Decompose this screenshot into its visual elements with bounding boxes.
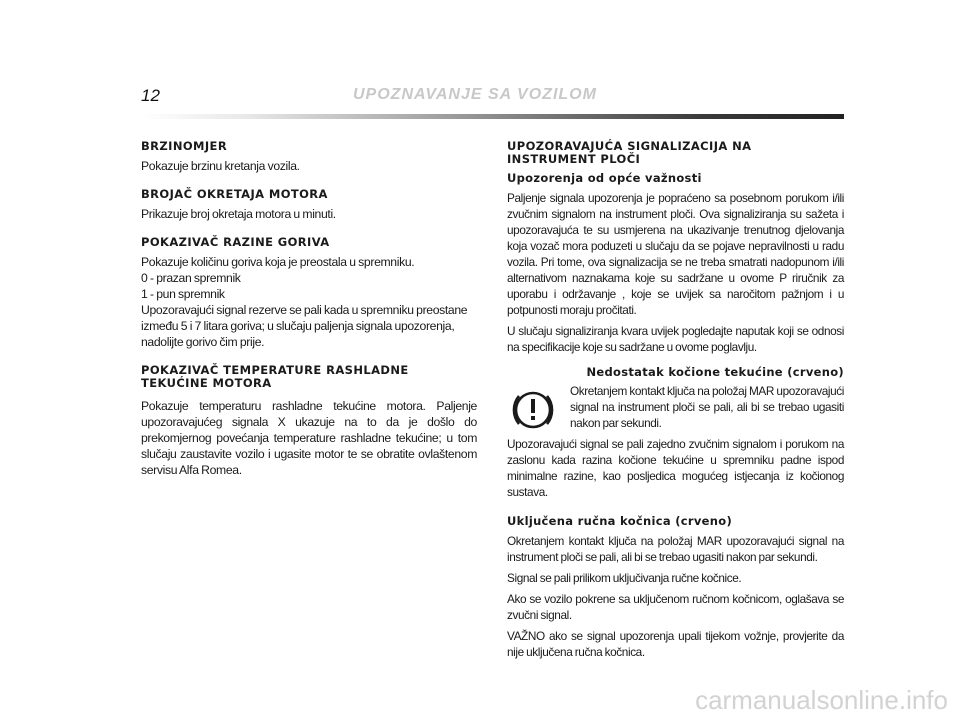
section-text: Upozoravajući signal rezerve se pali kada u spremniku preostane između 5 i 7 litara goriva; u slučaju paljenja signala upozorenja, nadolijte gorivo čim prije. [141,303,468,349]
warning-title: Nedostatak kočione tekućine (crveno) [586,365,844,379]
warning-text: Okretanjem kontakt ključa na položaj MAR upozoravajući signal na instrument ploči se pali, ali bi se trebao ugasiti nakon par sekundi. [570,384,844,430]
section-title: TEKUĆINE MOTORA [141,376,272,390]
right-column [507,140,844,660]
page-header-title: UPOZNAVANJE SA VOZILOM [353,86,597,103]
section-title: BROJAČ OKRETAJA MOTORA [141,187,328,201]
brake-fluid-warning [507,365,844,431]
section-title: BRZINOMJER [141,139,228,153]
header-rule [141,114,844,119]
page-number: 12 [141,86,160,105]
section-fuel-gauge [141,236,477,350]
paragraph: VAŽNO ako se signal upozorenja upali tijekom vožnje, provjerite da nije uključena ručna kočnica. [507,629,844,659]
section-speedometer [141,140,477,174]
main-title: UPOZORAVAJUĆA SIGNALIZACIJA NA [507,139,752,153]
section-rev-counter [141,188,477,222]
main-title: INSTRUMENT PLOČI [507,152,641,166]
paragraph: Upozoravajući signal se pali zajedno zvučnim signalom i porukom na zaslonu kada razina kočione tekućine u spremniku padne ispod minimalne razine, kao posljedica mogućeg istjecanja iz kočionog sustava. [507,437,844,499]
section-text: 1 - pun spremnik [141,287,225,301]
left-column [141,140,477,492]
sub-title: Uključena ručna kočnica (crveno) [507,514,732,528]
section-text: Pokazuje temperaturu rashladne tekućine motora. Paljenje upozoravajućeg signala X ukazuje na to da je došlo do prekomjernog povećanja temperature rashladne tekućine; u tom slučaju zaustavite vozilo i ugasite motor te se obratite ovlaštenom servisu Alfa Romea. [141,399,477,477]
paragraph: Signal se pali prilikom uključivanja ručne kočnice. [507,571,742,585]
section-title: POKAZIVAČ TEMPERATURE RASHLADNE [141,363,409,377]
watermark: carmanualsonline.info [695,685,948,715]
paragraph: Paljenje signala upozorenja je popraćeno sa posebnom porukom i/ili zvučnim signalom na instrument ploči. Ova signaliziranja su sažeta i upozoravajuća te su usmjerena na ukazivanje trenutnog djelovanja koja vozač mora poduzeti u slučaju da se pojave nepravilnosti u radu vozila. Pri tome, ova signalizacija se ne treba smatrati nadopunom i/ili alternativom naznakama koje su sadržane u ovome P riručnik za uporabu i održavanje , koje se uvijek sa naročitom pažnjom i u potpunosti moraju pročitati. [507,191,844,317]
paragraph: U slučaju signaliziranja kvara uvijek pogledajte naputak koji se odnosi na specifikacije koje su sadržane u ovome poglavlju. [507,324,844,354]
section-text: Pokazuje količinu goriva koja je preostala u spremniku. [141,255,415,269]
section-text: 0 - prazan spremnik [141,271,241,285]
brake-warning-icon [507,385,559,435]
section-coolant-temperature [141,364,477,478]
paragraph: Okretanjem kontakt ključa na položaj MAR upozoravajući signal na instrument ploči se pali, ali bi se trebao ugasiti nakon par sekundi. [507,534,844,564]
section-title: POKAZIVAČ RAZINE GORIVA [141,235,330,249]
section-text: Prikazuje broj okretaja motora u minuti. [141,207,336,221]
sub-title: Upozorenja od opće važnosti [507,171,702,185]
section-text: Pokazuje brzinu kretanja vozila. [141,159,300,173]
paragraph: Ako se vozilo pokrene sa uključenom ručnom kočnicom, oglašava se zvučni signal. [507,592,844,622]
